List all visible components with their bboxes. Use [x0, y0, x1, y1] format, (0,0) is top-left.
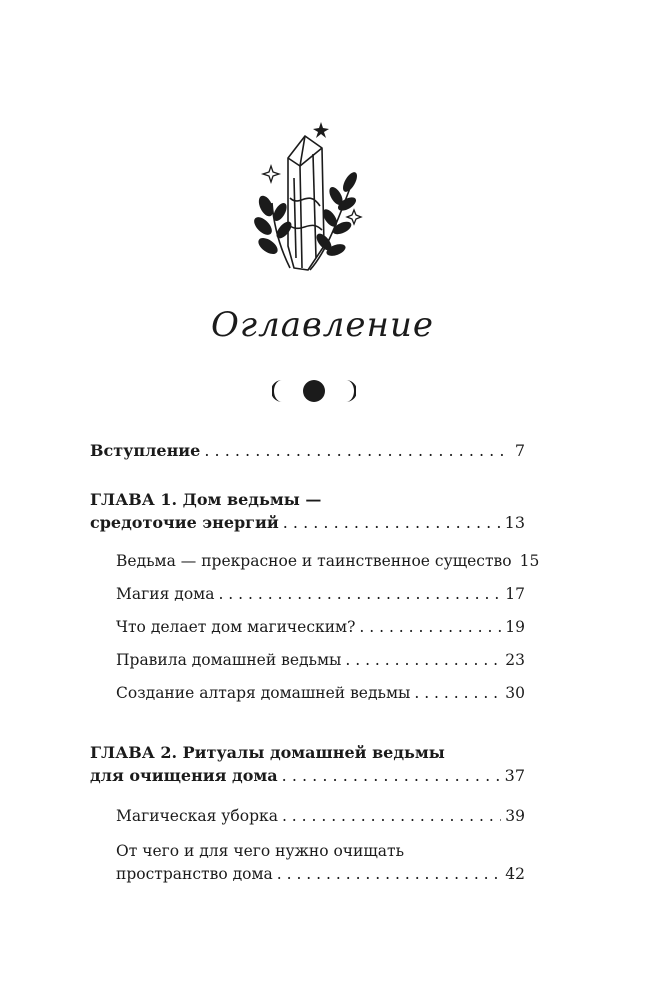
toc-entry-label: Магическая уборка	[116, 807, 278, 825]
moon-phases-icon	[272, 378, 356, 404]
toc-entry-label: средоточие энергий	[90, 513, 279, 532]
toc-entry-ch2-item-2[interactable]	[116, 863, 525, 885]
toc-entry-page: 42	[505, 865, 525, 883]
crystal-leaves-ornament-icon	[250, 118, 370, 278]
toc-entry-page: 7	[514, 441, 525, 460]
toc-entry-page: 19	[505, 618, 525, 636]
dot-leader	[218, 583, 501, 605]
toc-entry-intro[interactable]	[90, 440, 525, 462]
toc-entry-label: Вступление	[90, 441, 201, 460]
toc-entry-label: для очищения дома	[90, 766, 278, 785]
toc-entry-page: 17	[505, 585, 525, 603]
toc-entry-ch1-item-2[interactable]	[116, 583, 525, 605]
dot-leader	[282, 805, 501, 827]
chapter2-heading-line1: ГЛАВА 2. Ритуалы домашней ведьмы	[90, 743, 445, 762]
toc-entry-chapter1[interactable]	[90, 512, 525, 534]
dot-leader	[282, 765, 501, 787]
dot-leader	[359, 616, 501, 638]
page-title: Оглавление	[211, 305, 434, 345]
toc-entry-label: пространство дома	[116, 865, 273, 883]
toc-entry-ch1-item-3[interactable]	[116, 616, 525, 638]
toc-entry-page: 30	[505, 684, 525, 702]
toc-entry-page: 37	[504, 766, 525, 785]
dot-leader	[283, 512, 501, 534]
toc-entry-page: 23	[505, 651, 525, 669]
toc-entry-label: Правила домашней ведьмы	[116, 651, 342, 669]
chapter1-heading-line1: ГЛАВА 1. Дом ведьмы —	[90, 490, 322, 509]
toc-entry-ch1-item-5[interactable]	[116, 682, 525, 704]
dot-leader	[204, 440, 510, 462]
toc-entry-page: 15	[519, 552, 540, 570]
dot-leader	[277, 863, 502, 885]
toc-entry-label: Что делает дом магическим?	[116, 618, 356, 636]
toc-entry-page: 13	[504, 513, 525, 532]
toc-entry-label: Создание алтаря домашней ведьмы	[116, 684, 411, 702]
toc-entry-label: Магия дома	[116, 585, 215, 603]
toc-entry-ch2-item-2-line1: От чего и для чего нужно очищать	[116, 842, 405, 860]
dot-leader	[414, 682, 501, 704]
dot-leader	[345, 649, 501, 671]
toc-entry-ch2-item-1[interactable]	[116, 805, 525, 827]
toc-entry-ch1-item-1[interactable]	[116, 550, 540, 572]
toc-entry-page: 39	[505, 807, 525, 825]
toc-entry-label: Ведьма — прекрасное и таинственное существо	[116, 552, 512, 570]
toc-entry-ch1-item-4[interactable]	[116, 649, 525, 671]
toc-entry-chapter2[interactable]	[90, 765, 525, 787]
